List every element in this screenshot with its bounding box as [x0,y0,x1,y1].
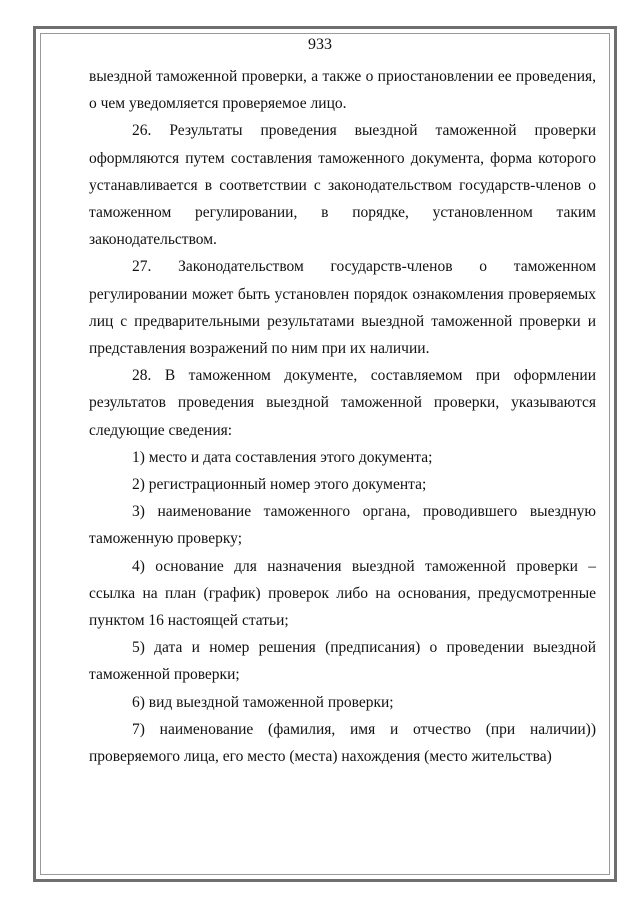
list-item-1: 1) место и дата составления этого документа; [132,448,433,466]
paragraph-continuation: выездной таможенной проверки, а также о приостановлении ее проведения, о чем уведомляется проверяемое лицо. [89,68,596,113]
list-item-2: 2) регистрационный номер этого документа; [132,476,427,494]
document-body [89,63,596,770]
list-item-4: 4) основание для назначения выездной таможенной проверки – ссылка на план (график) проверок либо на основания, предусмотренные пунктом 16 настоящей статьи; [89,557,596,630]
list-item-6: 6) вид выездной таможенной проверки; [132,693,394,711]
list-item-3: 3) наименование таможенного органа, проводившего выездную таможенную проверку; [89,503,596,548]
list-item-7: 7) наименование (фамилия, имя и отчество (при наличии)) проверяемого лица, его место (места) нахождения (место жительства) [89,720,596,766]
paragraph-27: 27. Законодательством государств-членов о таможенном регулировании может быть установлен порядок ознакомления проверяемых лиц с предварительными результатами выездной таможенной проверки и представления возражений по ним при их наличии. [89,258,596,358]
page-number: 933 [308,36,332,53]
paragraph-28: 28. В таможенном документе, составляемом при оформлении результатов проведения выездной таможенной проверки, указываются следующие сведения: [89,367,596,439]
paragraph-26: 26. Результаты проведения выездной таможенной проверки оформляются путем составления таможенного документа, форма которого устанавливается в соответствии с законодательством государств-членов о таможенном регулировании, в порядке, установленном таким законодательством. [89,122,596,249]
list-item-5: 5) дата и номер решения (предписания) о проведении выездной таможенной проверки; [89,639,596,684]
